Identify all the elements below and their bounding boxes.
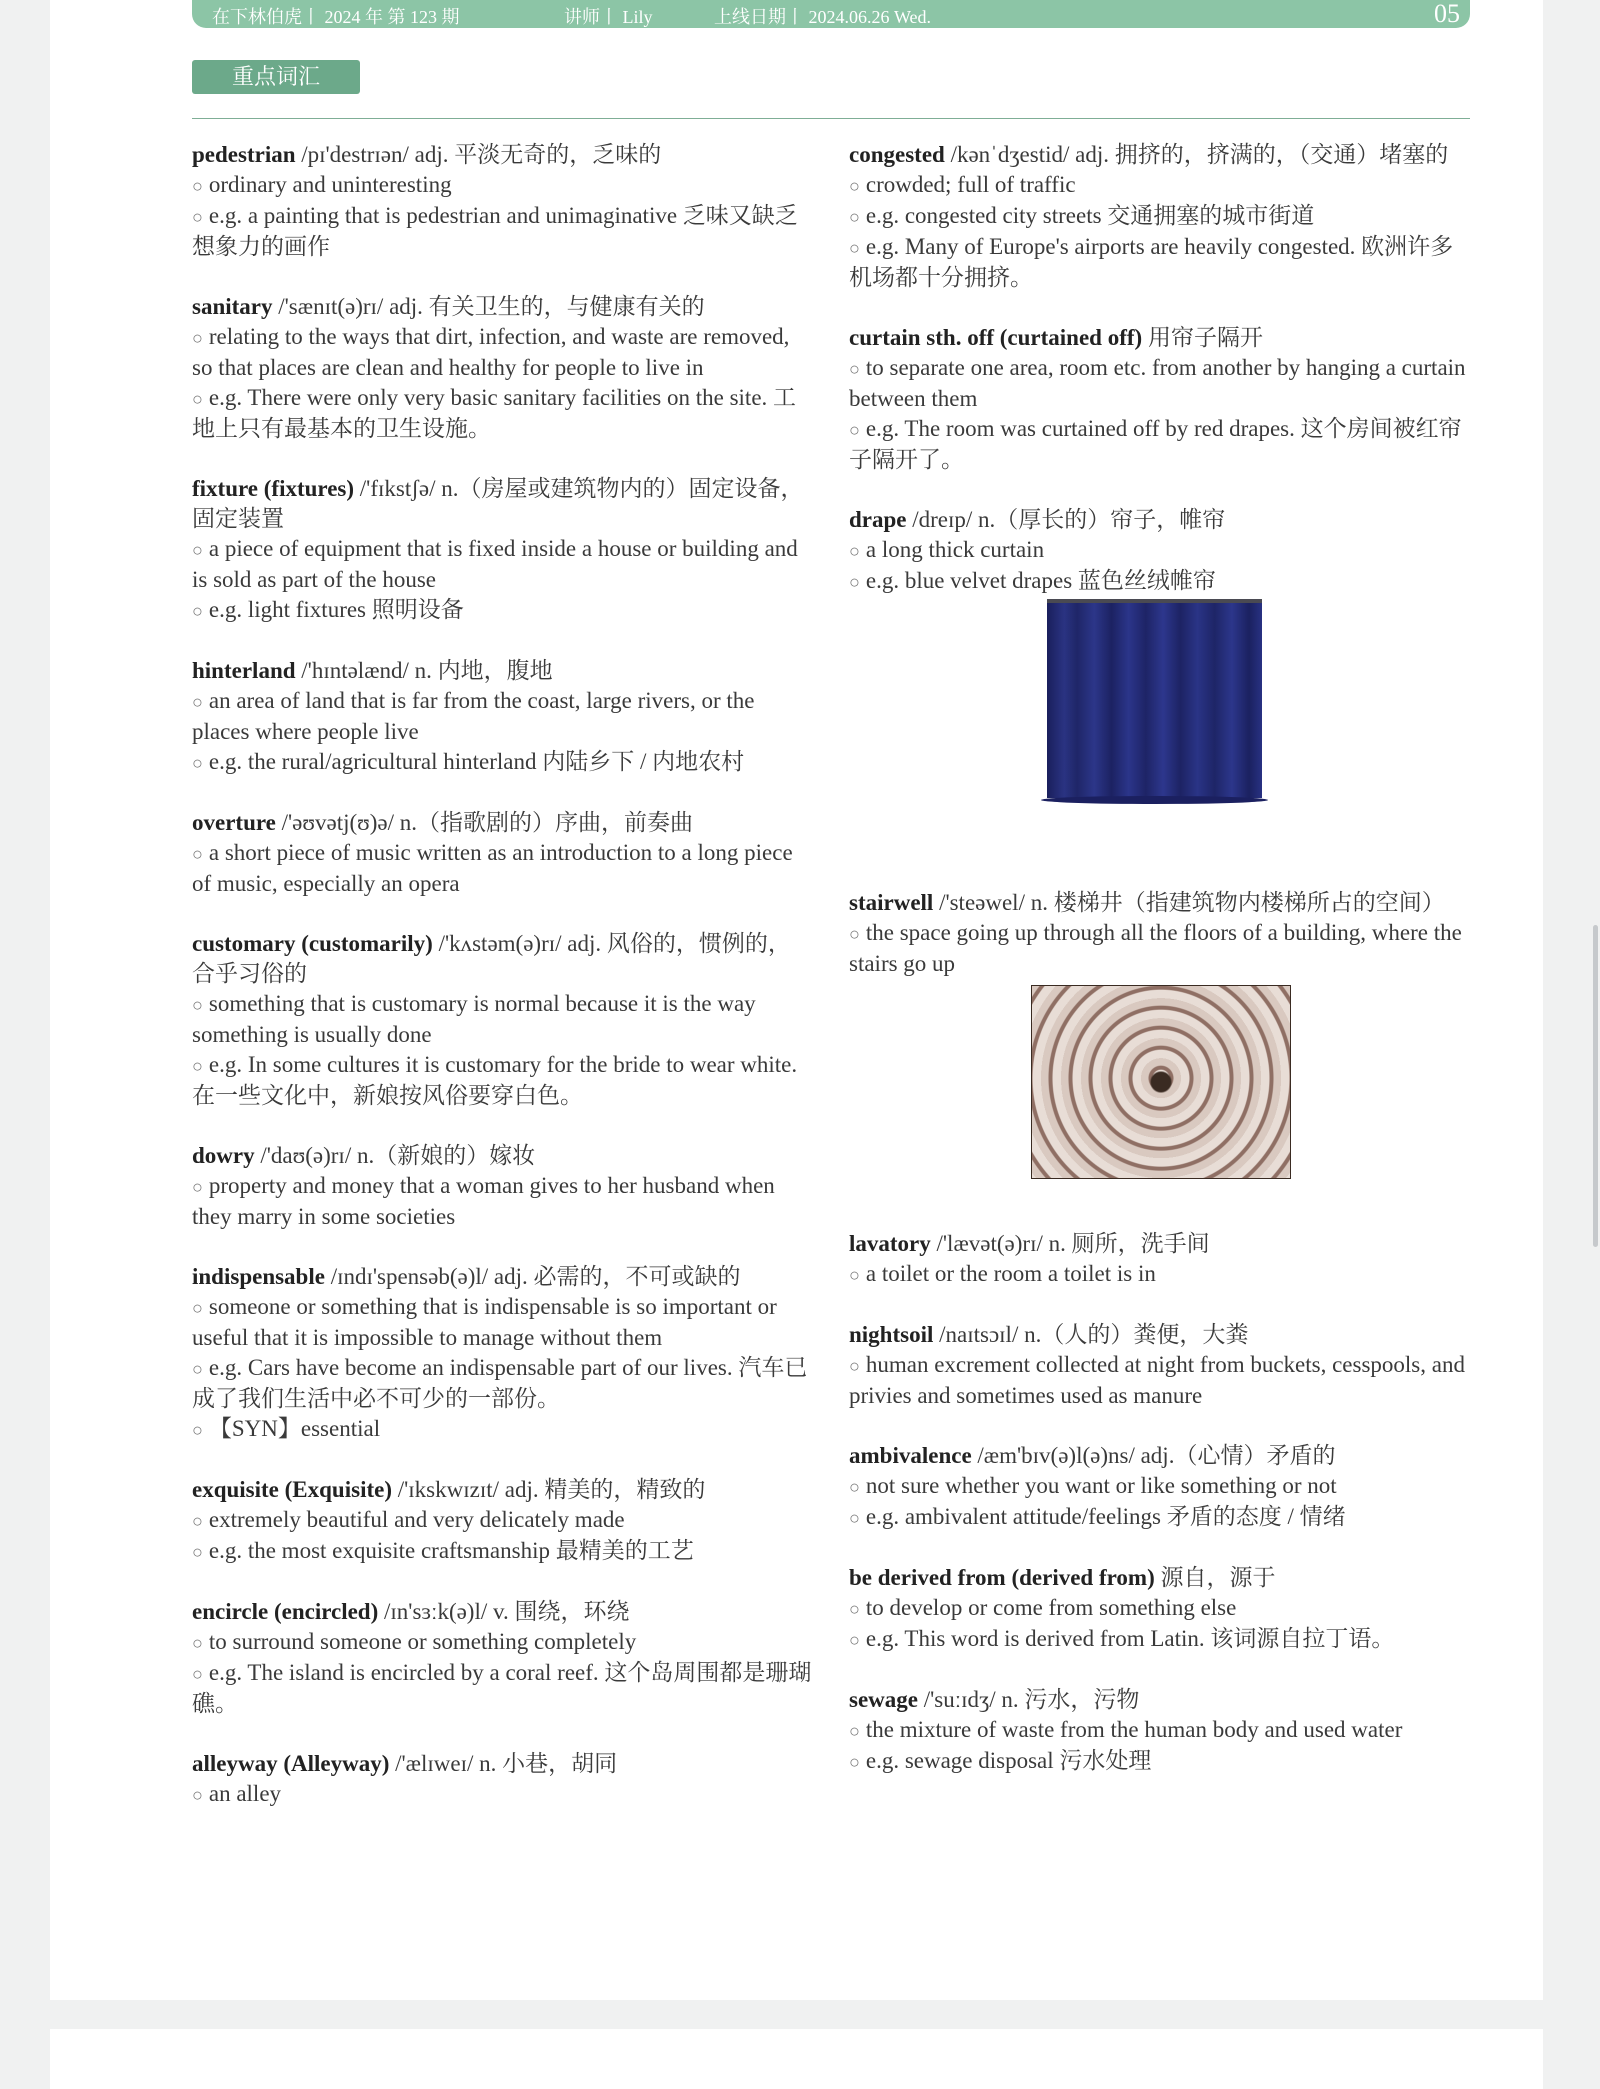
bullet-icon: ○ [849, 924, 860, 944]
bullet-icon: ○ [192, 389, 203, 409]
bullet-icon: ○ [192, 1633, 203, 1653]
sense-text: e.g. Cars have become an indispensable part of our lives. 汽车已成了我们生活中必不可少的一部份。 [192, 1355, 808, 1411]
sense-text: to separate one area, room etc. from another by hanging a curtain between them [849, 355, 1466, 411]
entry-headline [849, 1563, 1471, 1593]
sense-text: the mixture of waste from the human body and used water [865, 1717, 1403, 1742]
bullet-icon: ○ [849, 176, 860, 196]
header-date: 上线日期丨 2024.06.26 Wed. [714, 7, 932, 27]
sense-text: a short piece of music written as an introduction to a long piece of music, especially an opera [192, 840, 793, 896]
bullet-icon: ○ [849, 238, 860, 258]
divider [192, 118, 1470, 119]
vocab-entry [849, 1229, 1471, 1290]
sense-text: e.g. light fixtures 照明设备 [208, 597, 464, 622]
entry-sense [849, 1502, 1471, 1533]
sense-text: e.g. Many of Europe's airports are heavily congested. 欧洲许多机场都十分拥挤。 [849, 234, 1454, 290]
entry-definition: /'lævət(ə)rɪ/ n. 厕所，洗手间 [930, 1231, 1210, 1256]
entry-headline [192, 656, 812, 686]
entry-definition: /æm'bɪv(ə)l(ə)ns/ adj.（心情）矛盾的 [971, 1443, 1336, 1468]
bullet-icon: ○ [849, 572, 860, 592]
bullet-icon: ○ [849, 1356, 860, 1376]
entry-headline [849, 1320, 1471, 1350]
sense-text: e.g. sewage disposal 污水处理 [865, 1748, 1152, 1773]
entry-sense [192, 534, 812, 595]
entry-headline [192, 1597, 812, 1627]
entry-word: ambivalence [849, 1443, 972, 1468]
bullet-icon: ○ [192, 1785, 203, 1805]
entry-sense [849, 232, 1471, 293]
vocab-entry [192, 474, 812, 626]
scrollbar-thumb[interactable] [1593, 925, 1598, 1247]
entry-definition: /pɪ'destrɪən/ adj. 平淡无奇的，乏味的 [295, 142, 662, 167]
vocab-entry [192, 1749, 812, 1810]
bullet-icon: ○ [849, 1477, 860, 1497]
sense-text: e.g. The room was curtained off by red drapes. 这个房间被红帘子隔开了。 [849, 416, 1462, 472]
entry-headline [849, 140, 1471, 170]
bullet-icon: ○ [192, 1664, 203, 1684]
bullet-icon: ○ [192, 540, 203, 560]
vocab-entry [192, 292, 812, 444]
bullet-icon: ○ [192, 692, 203, 712]
sense-text: to develop or come from something else [865, 1595, 1237, 1620]
sense-text: e.g. congested city streets 交通拥塞的城市街道 [865, 203, 1315, 228]
entry-sense [849, 1746, 1471, 1777]
entry-headline [192, 292, 812, 322]
entry-word: lavatory [849, 1231, 931, 1256]
sense-text: e.g. There were only very basic sanitary facilities on the site. 工地上只有最基本的卫生设施。 [192, 385, 797, 441]
bullet-icon: ○ [849, 420, 860, 440]
entry-headline [192, 1749, 812, 1779]
sense-text: e.g. a painting that is pedestrian and unimaginative 乏味又缺乏想象力的画作 [192, 203, 798, 259]
entry-word: nightsoil [849, 1322, 934, 1347]
vocab-entry [849, 505, 1471, 597]
entry-sense [849, 414, 1471, 475]
sense-text: 【SYN】essential [208, 1416, 381, 1441]
entry-headline [849, 888, 1471, 918]
bullet-icon: ○ [849, 359, 860, 379]
sense-text: e.g. the most exquisite craftsmanship 最精美的工艺 [208, 1538, 694, 1563]
sense-text: relating to the ways that dirt, infection, and waste are removed, so that places are clean and healthy for people to live in [192, 324, 790, 380]
entry-headline [192, 1262, 812, 1292]
entry-definition: /'suːɪdʒ/ n. 污水，污物 [917, 1687, 1140, 1712]
entry-sense [192, 1171, 812, 1232]
sense-text: e.g. In some cultures it is customary for the bride to wear white. 在一些文化中，新娘按风俗要穿白色。 [192, 1052, 798, 1108]
entry-word: indispensable [192, 1264, 325, 1289]
entry-definition: /'sænɪt(ə)rɪ/ adj. 有关卫生的，与健康有关的 [272, 294, 705, 319]
entry-headline [849, 1685, 1471, 1715]
entry-sense [192, 595, 812, 626]
bullet-icon: ○ [192, 328, 203, 348]
entry-sense [192, 989, 812, 1050]
bullet-icon: ○ [192, 1420, 203, 1440]
entry-word: customary (customarily) [192, 931, 433, 956]
vocab-entry [849, 1441, 1471, 1533]
entry-definition: /dreɪp/ n.（厚长的）帘子，帷帘 [906, 507, 1226, 532]
entry-definition: 源自，源于 [1154, 1565, 1276, 1590]
bullet-icon: ○ [849, 1721, 860, 1741]
entry-headline [192, 929, 812, 989]
sense-text: e.g. This word is derived from Latin. 该词源自拉丁语。 [865, 1626, 1395, 1651]
entry-headline [192, 140, 812, 170]
entry-definition: /ɪn'sɜːk(ə)l/ v. 围绕，环绕 [378, 1599, 630, 1624]
sense-text: e.g. The island is encircled by a coral reef. 这个岛周围都是珊瑚礁。 [192, 1660, 812, 1716]
entry-word: exquisite (Exquisite) [192, 1477, 392, 1502]
sense-text: ordinary and uninteresting [208, 172, 452, 197]
entry-headline [192, 1141, 812, 1171]
entry-sense [192, 1414, 812, 1445]
bullet-icon: ○ [192, 176, 203, 196]
entry-definition: /naɪtsɔɪl/ n.（人的）粪便，大粪 [933, 1322, 1249, 1347]
bullet-icon: ○ [192, 1177, 203, 1197]
entry-definition: /'daʊ(ə)rɪ/ n.（新娘的）嫁妆 [254, 1143, 536, 1168]
stairwell-photo [1031, 985, 1291, 1179]
left-column [192, 140, 812, 1840]
entry-sense [192, 170, 812, 201]
spacer [849, 1179, 1471, 1229]
entry-sense [192, 1658, 812, 1719]
entry-sense [849, 566, 1471, 597]
bullet-icon: ○ [192, 1056, 203, 1076]
entry-sense [849, 1259, 1471, 1290]
sense-text: the space going up through all the floors of a building, where the stairs go up [849, 920, 1462, 976]
entry-definition: /kənˈdʒestid/ adj. 拥挤的，挤满的，（交通）堵塞的 [944, 142, 1449, 167]
entry-word: fixture (fixtures) [192, 476, 355, 501]
vocab-entry [849, 1685, 1471, 1777]
entry-sense [849, 1350, 1471, 1411]
entry-headline [192, 1475, 812, 1505]
entry-sense [849, 918, 1471, 979]
entry-sense [192, 1292, 812, 1353]
entry-word: curtain sth. off (curtained off) [849, 325, 1143, 350]
entry-sense [849, 353, 1471, 414]
drape-photo [1047, 599, 1262, 798]
entry-sense [192, 322, 812, 383]
entry-sense [192, 686, 812, 747]
bullet-icon: ○ [192, 995, 203, 1015]
vocab-entry [192, 1141, 812, 1232]
next-page-sheet [50, 2029, 1543, 2089]
entry-sense [849, 170, 1471, 201]
entry-definition: /'ɪkskwɪzɪt/ adj. 精美的，精致的 [391, 1477, 706, 1502]
spacer [849, 798, 1471, 888]
entry-word: be derived from (derived from) [849, 1565, 1155, 1590]
entry-word: pedestrian [192, 142, 296, 167]
entry-word: sewage [849, 1687, 918, 1712]
entry-word: sanitary [192, 294, 273, 319]
entry-sense [849, 535, 1471, 566]
entry-sense [849, 1715, 1471, 1746]
vocab-entry [192, 140, 812, 262]
entry-sense [849, 201, 1471, 232]
bullet-icon: ○ [192, 1298, 203, 1318]
vocab-entry [192, 1597, 812, 1719]
entry-definition: /'kʌstəm(ə)rɪ/ adj. 风俗的，惯例的，合乎习俗的 [192, 931, 791, 986]
entry-word: dowry [192, 1143, 255, 1168]
entry-sense [192, 1536, 812, 1567]
vocab-entry [192, 929, 812, 1111]
bullet-icon: ○ [849, 207, 860, 227]
sense-text: e.g. the rural/agricultural hinterland 内陆乡下 / 内地农村 [208, 749, 745, 774]
header-bar [192, 0, 1470, 28]
sense-text: a piece of equipment that is fixed inside a house or building and is sold as part of the house [192, 536, 798, 592]
sense-text: a toilet or the room a toilet is in [865, 1261, 1156, 1286]
section-tag: 重点词汇 [192, 60, 360, 94]
sense-text: not sure whether you want or like something or not [865, 1473, 1337, 1498]
bullet-icon: ○ [849, 1265, 860, 1285]
entry-word: drape [849, 507, 907, 532]
sense-text: someone or something that is indispensable is so important or useful that it is impossible to manage without them [192, 1294, 777, 1350]
entry-definition: /ɪndɪ'spensəb(ə)l/ adj. 必需的，不可或缺的 [324, 1264, 741, 1289]
entry-sense [849, 1471, 1471, 1502]
bullet-icon: ○ [192, 1542, 203, 1562]
entry-sense [192, 838, 812, 899]
sense-text: an alley [208, 1781, 282, 1806]
bullet-icon: ○ [192, 844, 203, 864]
bullet-icon: ○ [192, 207, 203, 227]
entry-sense [849, 1624, 1471, 1655]
entry-definition: /'ælɪweɪ/ n. 小巷，胡同 [389, 1751, 618, 1776]
bullet-icon: ○ [192, 1359, 203, 1379]
header-teacher: 讲师丨 Lily [564, 7, 653, 27]
entry-sense [192, 1779, 812, 1810]
vocab-entry [849, 888, 1471, 979]
sense-text: extremely beautiful and very delicately made [208, 1507, 625, 1532]
entry-headline [192, 808, 812, 838]
entry-headline [849, 1441, 1471, 1471]
bullet-icon: ○ [849, 541, 860, 561]
entry-sense [192, 201, 812, 262]
entry-sense [192, 747, 812, 778]
entry-sense [192, 1505, 812, 1536]
entry-headline [192, 474, 812, 534]
vocab-entry [849, 140, 1471, 293]
entry-word: alleyway (Alleyway) [192, 1751, 390, 1776]
entry-sense [192, 383, 812, 444]
entry-definition: /'steəwel/ n. 楼梯井（指建筑物内楼梯所占的空间） [933, 890, 1445, 915]
entry-headline [849, 505, 1471, 535]
entry-headline [849, 323, 1471, 353]
entry-sense [849, 1593, 1471, 1624]
vocab-entry [849, 323, 1471, 475]
vocab-entry [849, 1563, 1471, 1655]
sense-text: crowded; full of traffic [865, 172, 1076, 197]
vocab-entry [192, 1475, 812, 1567]
sense-text: to surround someone or something completely [208, 1629, 637, 1654]
bullet-icon: ○ [192, 1511, 203, 1531]
bullet-icon: ○ [849, 1630, 860, 1650]
vocab-entry [192, 656, 812, 778]
entry-word: congested [849, 142, 945, 167]
bullet-icon: ○ [849, 1752, 860, 1772]
sense-text: e.g. ambivalent attitude/feelings 矛盾的态度 / 情绪 [865, 1504, 1346, 1529]
entry-definition: 用帘子隔开 [1142, 325, 1263, 350]
entry-definition: /'fɪkstʃə/ n.（房屋或建筑物内的）固定设备，固定装置 [192, 476, 804, 531]
entry-sense [192, 1627, 812, 1658]
entry-headline [849, 1229, 1471, 1259]
entry-definition: /'hɪntəlænd/ n. 内地，腹地 [295, 658, 553, 683]
bullet-icon: ○ [849, 1508, 860, 1528]
vocab-entry [192, 1262, 812, 1445]
entry-definition: /'əʊvətj(ʊ)ə/ n.（指歌剧的）序曲，前奏曲 [275, 810, 694, 835]
entry-word: overture [192, 810, 276, 835]
vocab-entry [192, 808, 812, 899]
sense-text: human excrement collected at night from buckets, cesspools, and privies and sometimes used as manure [849, 1352, 1465, 1408]
entry-word: encircle (encircled) [192, 1599, 379, 1624]
entry-word: stairwell [849, 890, 934, 915]
right-column [849, 140, 1471, 1807]
entry-sense [192, 1353, 812, 1414]
sense-text: a long thick curtain [865, 537, 1045, 562]
entry-word: hinterland [192, 658, 296, 683]
sense-text: an area of land that is far from the coast, large rivers, or the places where people live [192, 688, 755, 744]
bullet-icon: ○ [192, 601, 203, 621]
vocab-entry [849, 1320, 1471, 1411]
sense-text: e.g. blue velvet drapes 蓝色丝绒帷帘 [865, 568, 1216, 593]
sense-text: property and money that a woman gives to her husband when they marry in some societies [192, 1173, 775, 1229]
header-series: 在下林伯虎丨 2024 年 第 123 期 [212, 7, 460, 27]
bullet-icon: ○ [849, 1599, 860, 1619]
bullet-icon: ○ [192, 753, 203, 773]
entry-sense [192, 1050, 812, 1111]
sense-text: something that is customary is normal because it is the way something is usually done [192, 991, 756, 1047]
page-number: 05 [1434, 0, 1460, 28]
